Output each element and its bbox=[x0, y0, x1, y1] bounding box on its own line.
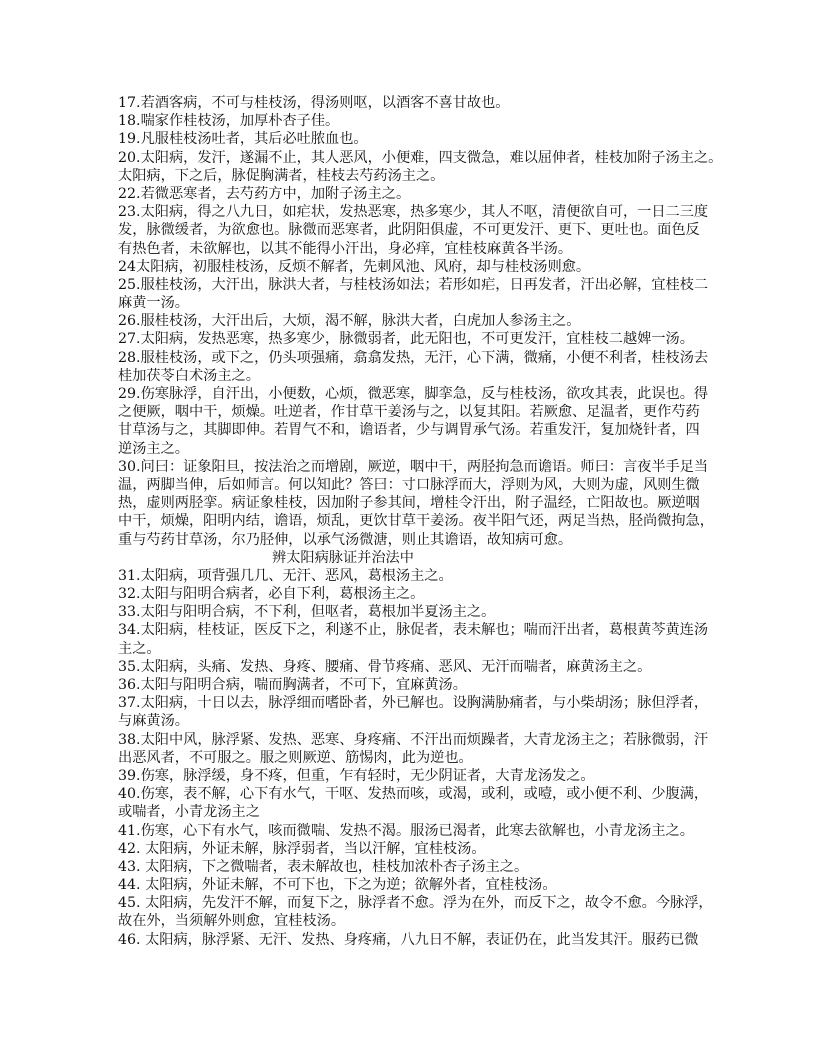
text-line: 28.服桂枝汤，或下之，仍头项强痛，翕翕发热，无汗，心下满，微痛，小便不利者，桂枝汤去 bbox=[118, 349, 709, 366]
text-line: 主之。 bbox=[118, 640, 161, 657]
text-line: 发，脉微缓者，为欲愈也。脉微而恶寒者，此阴阳俱虚，不可更发汗、更下、更吐也。面色反 bbox=[118, 222, 700, 239]
text-line: 25.服桂枝汤，大汗出，脉洪大者，与桂枝汤如法；若形如疟，日再发者，汗出必解，宜桂枝二 bbox=[118, 276, 709, 293]
text-line: 38.太阳中风，脉浮紧、发热、恶寒、身疼痛、不汗出而烦躁者，大青龙汤主之；若脉微弱，汗 bbox=[118, 731, 709, 748]
text-line: 故在外，当须解外则愈，宜桂枝汤。 bbox=[118, 913, 346, 930]
text-line: 39.伤寒，脉浮缓，身不疼，但重，乍有轻时，无少阴证者，大青龙汤发之。 bbox=[118, 767, 595, 784]
text-line: 41.伤寒，心下有水气，咳而微喘、发热不渴。服汤已渴者，此寒去欲解也，小青龙汤主之。 bbox=[118, 822, 694, 839]
text-line: 中干，烦燥，阳明内结，谵语，烦乱，更饮甘草干姜汤。夜半阳气还，两足当热，胫尚微拘急， bbox=[118, 513, 714, 530]
text-line: 42. 太阳病，外证未解，脉浮弱者，当以汗解，宜桂枝汤。 bbox=[118, 840, 486, 857]
text-line: 34.太阳病，桂枝证，医反下之，利遂不止，脉促者，表未解也；喘而汗出者，葛根黄芩黄连汤 bbox=[118, 622, 709, 639]
text-line: 重与芍药甘草汤，尔乃胫伸，以承气汤微溏，则止其谵语，故知病可愈。 bbox=[118, 531, 573, 548]
text-line: 40.伤寒，表不解，心下有水气，干呕、发热而咳，或渴，或利，或噎，或小便不利、少腹满， bbox=[118, 786, 709, 803]
text-line: 桂加茯苓白术汤主之。 bbox=[118, 367, 260, 384]
text-line: 36.太阳与阳明合病，喘而胸满者，不可下，宜麻黄汤。 bbox=[118, 677, 467, 693]
text-line: 之便厥，咽中干，烦燥。吐逆者，作甘草干姜汤与之，以复其阳。若厥愈、足温者，更作芍药 bbox=[118, 404, 700, 421]
text-line: 27.太阳病，发热恶寒，热多寒少，脉微弱者，此无阳也，不可更发汗，宜桂枝二越婢一汤。 bbox=[118, 331, 694, 348]
text-line: 43. 太阳病，下之微喘者，表未解故也，桂枝加浓朴杏子汤主之。 bbox=[118, 858, 529, 875]
text-line: 31.太阳病，项背强几几、无汗、恶风，葛根汤主之。 bbox=[118, 567, 453, 584]
text-line: 26.服桂枝汤，大汗出后，大烦，渴不解，脉洪大者，白虎加人参汤主之。 bbox=[118, 313, 581, 330]
text-line: 19.凡服桂枝汤吐者，其后必吐脓血也。 bbox=[118, 131, 368, 148]
text-line: 23.太阳病，得之八九日，如疟状，发热恶寒，热多寒少，其人不呕，清便欲自可，一日二三度 bbox=[118, 204, 709, 221]
text-line: 18.喘家作桂枝汤，加厚朴杏子佳。 bbox=[118, 113, 340, 130]
text-line: 逆汤主之。 bbox=[118, 440, 189, 457]
text-line: 温，两脚当伸，后如师言。何以知此？答曰：寸口脉浮而大，浮则为风，大则为虚，风则生微 bbox=[118, 476, 700, 493]
text-line: 24太阳病，初服桂枝汤，反烦不解者，先刺风池、风府，却与桂枝汤则愈。 bbox=[118, 258, 591, 275]
section-heading: 辨太阳病脉证并治法中 bbox=[272, 549, 414, 566]
text-line: 有热色者，未欲解也，以其不能得小汗出，身必痒，宜桂枝麻黄各半汤。 bbox=[118, 240, 573, 257]
text-line: 45. 太阳病，先发汗不解，而复下之，脉浮者不愈。浮为在外，而反下之，故令不愈。今脉浮， bbox=[118, 895, 713, 912]
text-line: 32.太阳与阳明合病者，必自下利，葛根汤主之。 bbox=[118, 586, 425, 603]
text-line: 热，虚则两胫挛。病证象桂枝，因加附子参其间，增桂令汗出，附子温经，亡阳故也。厥逆咽 bbox=[118, 495, 700, 512]
text-line: 与麻黄汤。 bbox=[118, 713, 189, 730]
text-line: 44. 太阳病，外证未解，不可下也，下之为逆；欲解外者，宜桂枝汤。 bbox=[118, 877, 557, 894]
text-line: 太阳病，下之后，脉促胸满者，桂枝去芍药汤主之。 bbox=[118, 167, 445, 184]
text-line: 37.太阳病，十日以去，脉浮细而嗜卧者，外已解也。设胸满胁痛者，与小柴胡汤；脉但浮者， bbox=[118, 695, 709, 712]
text-line: 17.若酒客病，不可与桂枝汤，得汤则呕，以酒客不喜甘故也。 bbox=[118, 95, 510, 111]
text-line: 35.太阳病，头痛、发热、身疼、腰痛、骨节疼痛、恶风、无汗而喘者，麻黄汤主之。 bbox=[118, 658, 652, 675]
text-line: 甘草汤与之，其脚即伸。若胃气不和，谵语者，少与调胃承气汤。若重发汗，复加烧针者，四 bbox=[118, 422, 700, 439]
text-line: 30.问曰：证象阳旦，按法治之而增剧，厥逆，咽中干，两胫拘急而谵语。师曰：言夜半手足当 bbox=[118, 458, 709, 475]
text-line: 麻黄一汤。 bbox=[118, 295, 189, 312]
text-line: 20.太阳病，发汗，遂漏不止，其人恶风，小便难，四支微急，难以屈伸者，桂枝加附子汤主之。 bbox=[118, 149, 723, 166]
document-page bbox=[118, 94, 723, 949]
text-line: 46. 太阳病，脉浮紧、无汗、发热、身疼痛，八九日不解，表证仍在，此当发其汗。服药已微 bbox=[118, 931, 699, 948]
text-line: 22.若微恶寒者，去芍药方中，加附子汤主之。 bbox=[118, 185, 411, 202]
text-line: 出恶风者，不可服之。服之则厥逆、筋惕肉，此为逆也。 bbox=[118, 749, 473, 766]
text-line: 33.太阳与阳明合病，不下利，但呕者，葛根加半夏汤主之。 bbox=[118, 604, 496, 621]
text-line: 或喘者，小青龙汤主之 bbox=[118, 804, 260, 821]
text-line: 29.伤寒脉浮，自汗出，小便数，心烦，微恶寒，脚挛急，反与桂枝汤，欲攻其表，此误也。得 bbox=[118, 386, 709, 402]
